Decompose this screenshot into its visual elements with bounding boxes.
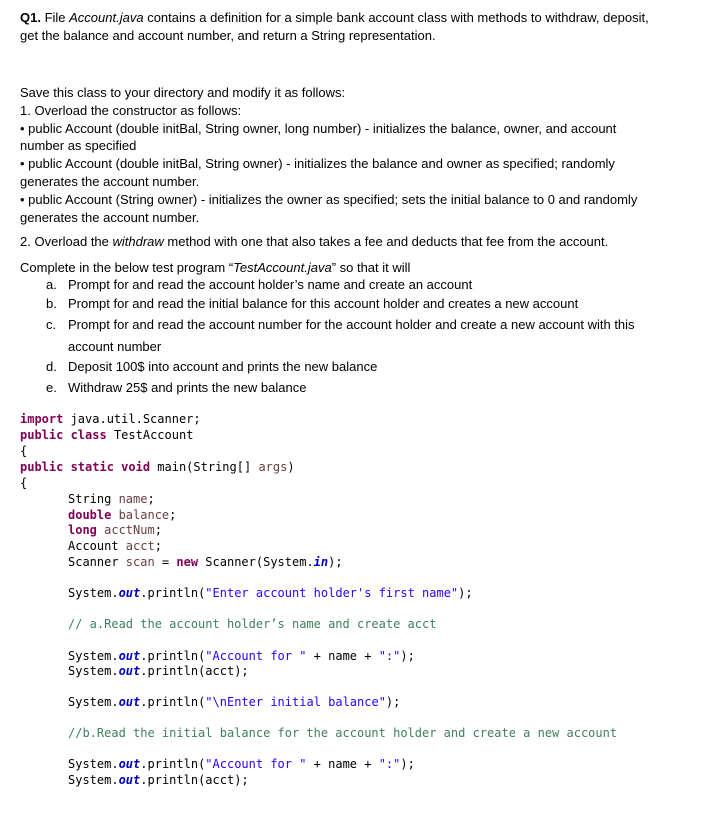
step-text: Prompt for and read the account number for the account holder and create a new account with this	[68, 317, 635, 332]
item-2	[20, 233, 608, 251]
code-line-brace: {	[20, 444, 28, 458]
save-intro: Save this class to your directory and modify it as follows:	[20, 85, 346, 100]
complete-intro-text: Complete in the below test program “	[20, 260, 234, 275]
step-marker: b.	[46, 296, 57, 311]
bullet-3-line-2: generates the account number.	[20, 210, 200, 225]
code-line-print-account-for-2: System.out.println("Account for " + name + ":");	[68, 757, 415, 771]
question-line-1	[20, 9, 649, 27]
code-line-main: public static void main(String[] args)	[20, 460, 295, 474]
code-line-print-acct: System.out.println(acct);	[68, 664, 249, 678]
code-line-import: import java.util.Scanner;	[20, 412, 201, 426]
item-2-text-cont: method with one that also takes a fee and deducts that fee from the account.	[163, 234, 609, 249]
complete-intro	[20, 259, 410, 277]
item-2-text: 2. Overload the	[20, 234, 113, 249]
complete-intro-text-cont: ” so that it will	[331, 260, 411, 275]
test-file-name: TestAccount.java	[233, 260, 332, 275]
step-marker: a.	[46, 277, 57, 292]
code-line-print-acct-2: System.out.println(acct);	[68, 773, 249, 787]
code-line-prompt-name: System.out.println("Enter account holder's first name");	[68, 586, 473, 600]
method-name: withdraw	[112, 234, 164, 249]
item-1: 1. Overload the constructor as follows:	[20, 103, 242, 118]
step-text: Prompt for and read the initial balance for this account holder and creates a new account	[68, 296, 579, 311]
bullet-1-line-2: number as specified	[20, 138, 137, 153]
step-text: account number	[68, 339, 162, 354]
code-line-print-account-for: System.out.println("Account for " + name + ":");	[68, 649, 415, 663]
code-line-class: public class TestAccount	[20, 428, 194, 442]
bullet-2-line-1: • public Account (double initBal, String owner) - initializes the balance and owner as specified; randomly	[20, 156, 615, 171]
code-comment-b: //b.Read the initial balance for the account holder and create a new account	[68, 726, 618, 740]
code-line-decl-acctnum: long acctNum;	[68, 523, 162, 537]
code-comment-a: // a.Read the account holder’s name and create acct	[68, 617, 437, 631]
question-text-cont: contains a definition for a simple bank account class with methods to withdraw, deposit,	[143, 10, 649, 25]
step-marker: d.	[46, 359, 57, 374]
step-text: Deposit 100$ into account and prints the new balance	[68, 359, 378, 374]
code-line-decl-acct: Account acct;	[68, 539, 162, 553]
code-line-brace-2: {	[20, 476, 28, 490]
step-text: Withdraw 25$ and prints the new balance	[68, 380, 307, 395]
question-label: Q1.	[20, 10, 41, 25]
file-name: Account.java	[69, 10, 144, 25]
bullet-3-line-1: • public Account (String owner) - initializes the owner as specified; sets the initial balance to 0 and randomly	[20, 192, 638, 207]
code-line-decl-name: String name;	[68, 492, 155, 506]
step-marker: c.	[46, 317, 57, 332]
code-line-prompt-balance: System.out.println("\nEnter initial balance");	[68, 695, 401, 709]
code-line-decl-balance: double balance;	[68, 508, 177, 522]
bullet-1-line-1: • public Account (double initBal, String owner, long number) - initializes the balance, owner, and account	[20, 121, 617, 136]
question-line-2: get the balance and account number, and return a String representation.	[20, 28, 436, 43]
bullet-2-line-2: generates the account number.	[20, 174, 200, 189]
step-marker: e.	[46, 380, 57, 395]
code-line-scanner: Scanner scan = new Scanner(System.in);	[68, 555, 343, 569]
question-text: File	[40, 10, 70, 25]
step-text: Prompt for and read the account holder’s name and create an account	[68, 277, 473, 292]
